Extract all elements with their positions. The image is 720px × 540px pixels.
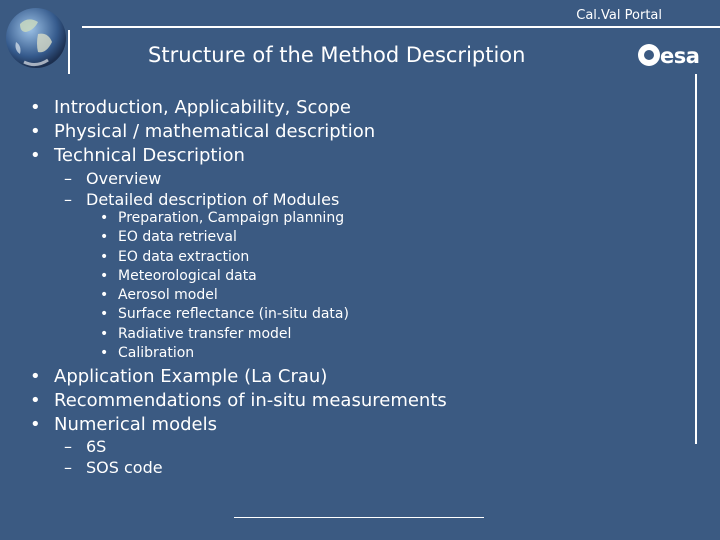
numerical-sublist	[64, 436, 163, 478]
list-item: • Aerosol model	[100, 286, 349, 305]
earth-globe-icon	[2, 2, 78, 76]
list-item: – 6S	[64, 436, 163, 457]
list-item: • EO data extraction	[100, 248, 349, 267]
list-item: – Overview	[64, 168, 339, 189]
list-item: • Physical / mathematical description	[30, 120, 375, 144]
technical-sublist	[64, 168, 339, 210]
esa-logo: esa	[660, 44, 700, 68]
list-item: • Introduction, Applicability, Scope	[30, 96, 375, 120]
list-item: • Numerical models	[30, 413, 447, 437]
portal-label: Cal.Val Portal	[576, 8, 662, 23]
list-item: • EO data retrieval	[100, 228, 349, 247]
list-item: • Preparation, Campaign planning	[100, 209, 349, 228]
list-item: • Technical Description	[30, 144, 375, 168]
list-item: – Detailed description of Modules	[64, 189, 339, 210]
right-divider-line	[695, 74, 697, 444]
esa-logo-mark-icon	[638, 44, 660, 66]
top-divider-line	[82, 26, 720, 28]
list-item: – SOS code	[64, 457, 163, 478]
main-list-1	[30, 96, 375, 168]
left-decor-line	[68, 30, 70, 74]
list-item: • Recommendations of in-situ measurements	[30, 389, 447, 413]
list-item: • Surface reflectance (in-situ data)	[100, 305, 349, 324]
main-list-2	[30, 365, 447, 437]
list-item: • Meteorological data	[100, 267, 349, 286]
list-item: • Radiative transfer model	[100, 325, 349, 344]
bottom-divider-line	[234, 517, 484, 518]
list-item: • Application Example (La Crau)	[30, 365, 447, 389]
slide-title: Structure of the Method Description	[148, 43, 526, 67]
modules-list	[100, 209, 349, 363]
list-item: • Calibration	[100, 344, 349, 363]
